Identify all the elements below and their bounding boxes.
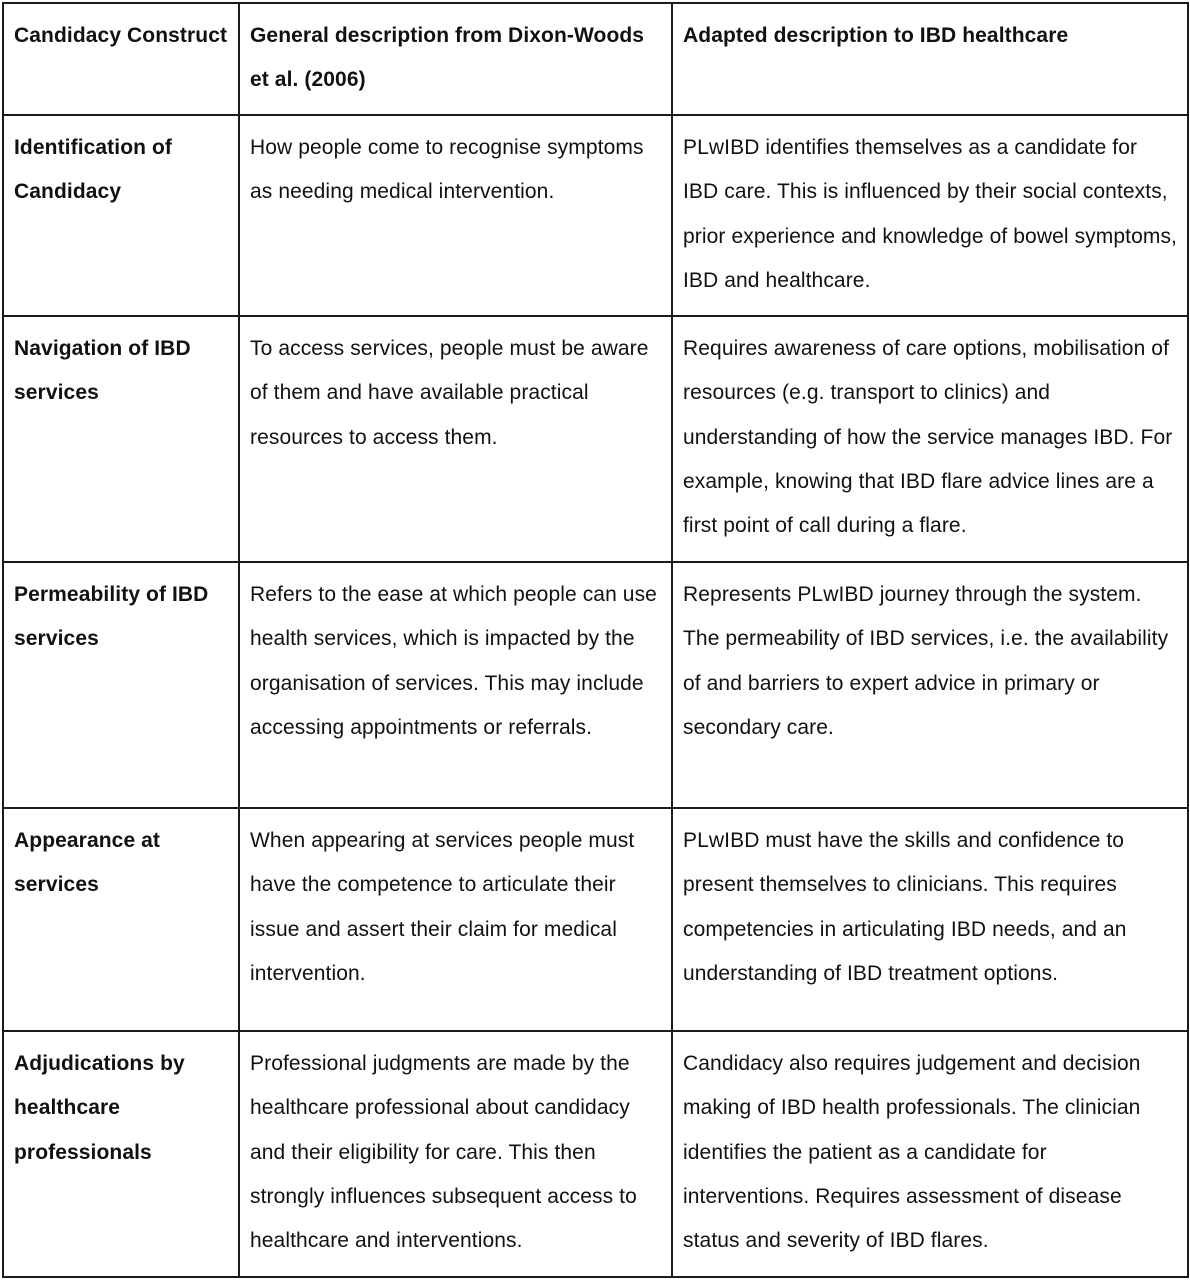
adapted-description-cell: PLwIBD must have the skills and confidence to present themselves to clinicians. This requires competencies in articulating IBD needs, and an understanding of IBD treatment options. — [672, 808, 1188, 1031]
adapted-description-cell: Requires awareness of care options, mobilisation of resources (e.g. transport to clinics) and understanding of how the service manages IBD. For example, knowing that IBD flare advice lines are a first point of call during a flare. — [672, 316, 1188, 562]
adapted-description-cell: Candidacy also requires judgement and decision making of IBD health professionals. The clinician identifies the patient as a candidate for interventions. Requires assessment of disease status and severity of IBD flares. — [672, 1031, 1188, 1277]
construct-cell: Navigation of IBD services — [3, 316, 239, 562]
general-description-cell: How people come to recognise symptoms as needing medical intervention. — [239, 115, 672, 316]
general-description-cell: Refers to the ease at which people can use health services, which is impacted by the organisation of services. This may include accessing appointments or referrals. — [239, 562, 672, 808]
header-adapted-description: Adapted description to IBD healthcare — [672, 3, 1188, 115]
header-candidacy-construct: Candidacy Construct — [3, 3, 239, 115]
table-row — [3, 808, 1188, 1031]
table-header-row — [3, 3, 1188, 115]
general-description-cell: Professional judgments are made by the healthcare professional about candidacy and their eligibility for care. This then strongly influences subsequent access to healthcare and interventions. — [239, 1031, 672, 1277]
adapted-description-cell: PLwIBD identifies themselves as a candidate for IBD care. This is influenced by their social contexts, prior experience and knowledge of bowel symptoms, IBD and healthcare. — [672, 115, 1188, 316]
candidacy-table — [2, 2, 1189, 1278]
general-description-cell: When appearing at services people must have the competence to articulate their issue and assert their claim for medical intervention. — [239, 808, 672, 1031]
construct-cell: Appearance at services — [3, 808, 239, 1031]
table-row — [3, 562, 1188, 808]
table-row — [3, 1031, 1188, 1277]
construct-cell: Identification of Candidacy — [3, 115, 239, 316]
table-row — [3, 115, 1188, 316]
general-description-cell: To access services, people must be aware of them and have available practical resources to access them. — [239, 316, 672, 562]
header-general-description: General description from Dixon-Woods et al. (2006) — [239, 3, 672, 115]
adapted-description-cell: Represents PLwIBD journey through the system. The permeability of IBD services, i.e. the availability of and barriers to expert advice in primary or secondary care. — [672, 562, 1188, 808]
table-row — [3, 316, 1188, 562]
construct-cell: Adjudications by healthcare professionals — [3, 1031, 239, 1277]
construct-cell: Permeability of IBD services — [3, 562, 239, 808]
